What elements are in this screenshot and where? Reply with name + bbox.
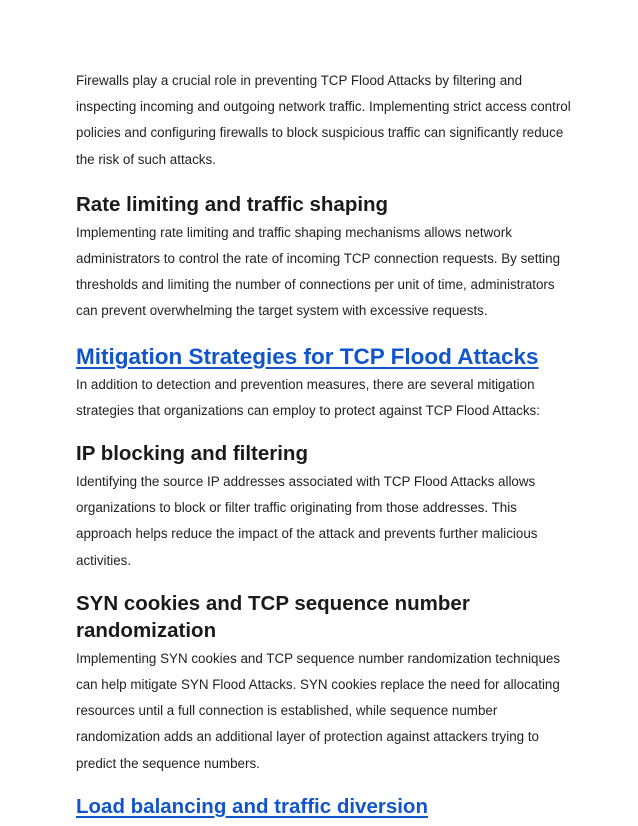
ip-blocking-paragraph: Identifying the source IP addresses associated with TCP Flood Attacks allows organizations to block or filter traffic originating from those addresses. This approach helps reduce the impact of the attack and prevents further malicious activities.: [76, 474, 538, 568]
ip-blocking-heading: IP blocking and filtering: [76, 442, 308, 466]
syn-cookies-heading: SYN cookies and TCP sequence number randomization: [76, 591, 470, 642]
mitigation-paragraph: In addition to detection and prevention measures, there are several mitigation strategies that organizations can employ to protect against TCP Flood Attacks:: [76, 376, 540, 418]
mitigation-strategies-heading-link[interactable]: Mitigation Strategies for TCP Flood Attacks: [76, 343, 539, 369]
load-balancing-heading-link[interactable]: Load balancing and traffic diversion: [76, 794, 428, 818]
document-content: [76, 68, 576, 820]
rate-limiting-heading: Rate limiting and traffic shaping: [76, 192, 389, 216]
syn-cookies-paragraph: Implementing SYN cookies and TCP sequence number randomization techniques can help mitigate SYN Flood Attacks. SYN cookies replace the need for allocating resources until a full connection is established, while sequence number randomization adds an additional layer of protection against attackers trying to predict the sequence numbers.: [76, 650, 561, 771]
firewalls-paragraph: Firewalls play a crucial role in preventing TCP Flood Attacks by filtering and inspecting incoming and outgoing network traffic. Implementing strict access control policies and configuring firewalls to block suspicious traffic can significantly reduce the risk of such attacks.: [76, 73, 571, 167]
rate-limiting-paragraph: Implementing rate limiting and traffic shaping mechanisms allows network administrators to control the rate of incoming TCP connection requests. By setting thresholds and limiting the number of connections per unit of time, administrators can prevent overwhelming the target system with excessive requests.: [76, 224, 561, 319]
